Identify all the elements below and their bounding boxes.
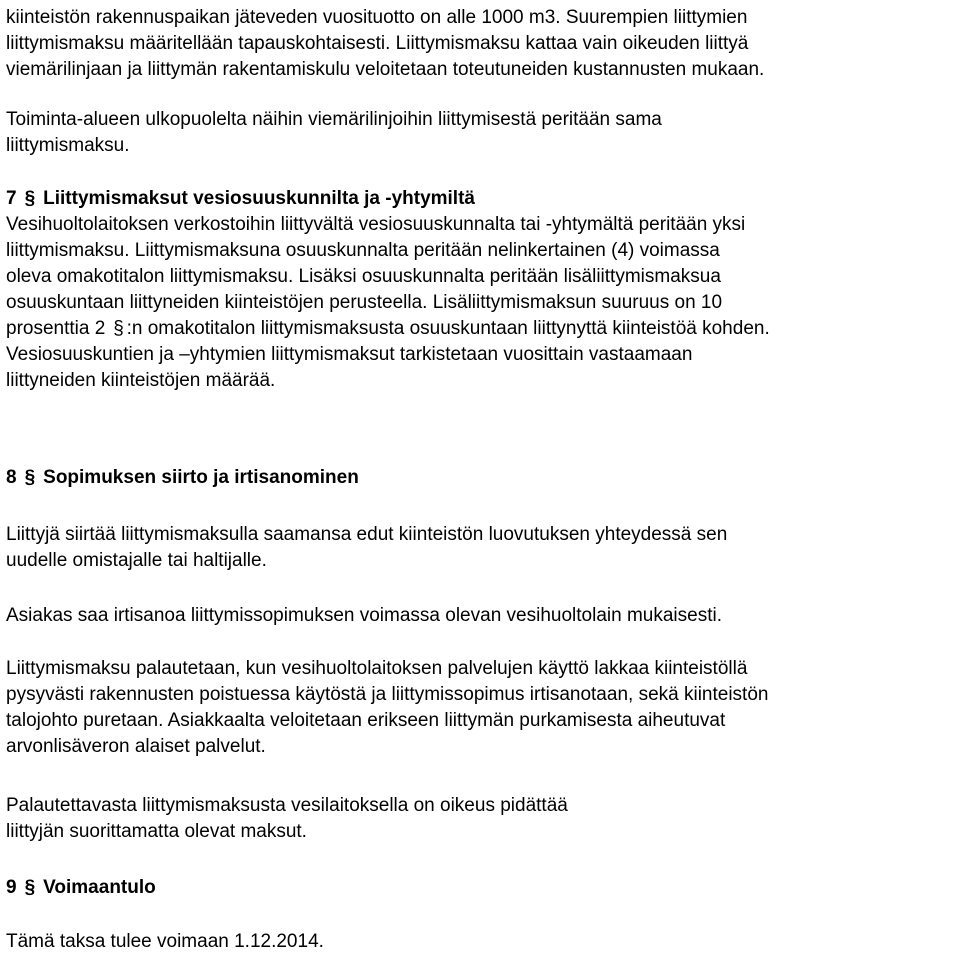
text-line: Palautettavasta liittymismaksusta vesilaitoksella on oikeus pidättää — [6, 795, 568, 816]
text-line: Vesihuoltolaitoksen verkostoihin liittyvältä vesiosuuskunnalta tai -yhtymältä peritään yksi — [6, 214, 746, 235]
section-number: 7 — [6, 188, 17, 209]
text-line — [6, 316, 956, 342]
section-9-text — [6, 929, 956, 955]
text-line: viemärilinjaan ja liittymän rakentamiskulu veloitetaan toteutuneiden kustannusten mukaan. — [6, 59, 765, 80]
text-line: liittyneiden kiinteistöjen määrää. — [6, 370, 276, 391]
intro-paragraph — [6, 5, 956, 83]
section-sign: § — [113, 318, 124, 339]
section-8-paragraph-4 — [6, 793, 956, 845]
section-title: Sopimuksen siirto ja irtisanominen — [43, 467, 359, 488]
section-9-heading — [6, 875, 956, 901]
section-title: Voimaantulo — [43, 877, 156, 898]
text-line: Tämä taksa tulee voimaan 1.12.2014. — [6, 931, 324, 952]
section-number: 8 — [6, 467, 17, 488]
section-8-paragraph-3 — [6, 656, 956, 760]
text-line: kiinteistön rakennuspaikan jäteveden vuosituotto on alle 1000 m3. Suurempien liittymien — [6, 7, 748, 28]
text-line: arvonlisäveron alaiset palvelut. — [6, 736, 266, 757]
section-8-heading — [6, 465, 956, 491]
text-line: talojohto puretaan. Asiakkaalta veloitetaan erikseen liittymän purkamisesta aiheutuvat — [6, 710, 726, 731]
text-segment: prosenttia 2 — [6, 318, 106, 339]
text-line: Liittyjä siirtää liittymismaksulla saamansa edut kiinteistön luovutuksen yhteydessä sen — [6, 524, 728, 545]
text-line: liittymismaksu määritellään tapauskohtaisesti. Liittymismaksu kattaa vain oikeuden liittyä — [6, 33, 749, 54]
section-sign: § — [24, 188, 36, 209]
text-line: Liittymismaksu palautetaan, kun vesihuoltolaitoksen palvelujen käyttö lakkaa kiinteistöllä — [6, 658, 748, 679]
text-line: liittyjän suorittamatta olevat maksut. — [6, 821, 307, 842]
text-line: pysyvästi rakennusten poistuessa käytöstä ja liittymissopimus irtisanotaan, sekä kiinteistön — [6, 684, 769, 705]
section-7-heading — [6, 186, 956, 212]
text-line: liittymismaksu. Liittymismaksuna osuuskunnalta peritään nelinkertainen (4) voimassa — [6, 240, 720, 261]
section-8-heading-block — [6, 465, 956, 491]
section-number: 9 — [6, 877, 17, 898]
section-7 — [6, 186, 956, 394]
text-line: liittymismaksu. — [6, 135, 130, 156]
outside-area-paragraph — [6, 107, 956, 159]
section-9 — [6, 875, 956, 901]
section-sign: § — [24, 877, 36, 898]
text-line: Vesiosuuskuntien ja –yhtymien liittymismaksut tarkistetaan vuosittain vastaamaan — [6, 344, 693, 365]
text-line: uudelle omistajalle tai haltijalle. — [6, 550, 267, 571]
text-line: oleva omakotitalon liittymismaksu. Lisäksi osuuskunnalta peritään lisäliittymismaksua — [6, 266, 721, 287]
section-8-paragraph-2 — [6, 603, 956, 629]
section-title: Liittymismaksut vesiosuuskunnilta ja -yhtymiltä — [43, 188, 475, 209]
section-8-paragraph-1 — [6, 522, 956, 574]
text-segment: :n omakotitalon liittymismaksusta osuuskuntaan liittynyttä kiinteistöä kohden. — [126, 318, 770, 339]
text-line: osuuskuntaan liittyneiden kiinteistöjen perusteella. Lisäliittymismaksun suuruus on 10 — [6, 292, 723, 313]
section-sign: § — [24, 467, 36, 488]
text-line: Asiakas saa irtisanoa liittymissopimuksen voimassa olevan vesihuoltolain mukaisesti. — [6, 605, 722, 626]
text-line: Toiminta-alueen ulkopuolelta näihin viemärilinjoihin liittymisestä peritään sama — [6, 109, 662, 130]
